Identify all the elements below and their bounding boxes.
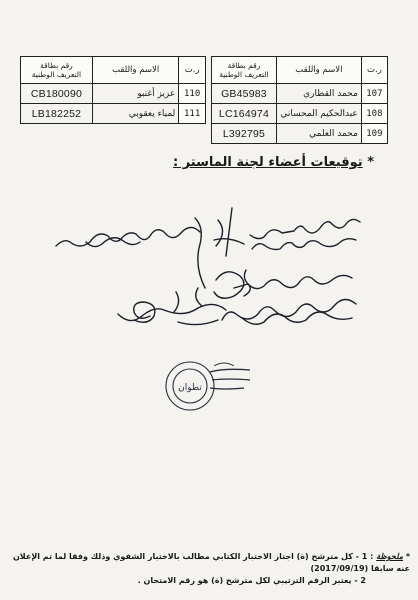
footnote-line-2: 2 - يعتبر الرقم الترتيبي لكل مترشح (ة) هو رقم الامتحان . [137, 576, 366, 585]
row-number: 111 [179, 104, 206, 124]
row-id: LB182252 [21, 104, 93, 124]
col-header-id-line2: التعريف الوطنية [219, 70, 269, 79]
footnote-label: ملحوظة [376, 552, 404, 561]
row-number: 110 [179, 84, 206, 104]
committee-signatures-heading [173, 155, 374, 170]
row-id: L392795 [212, 124, 277, 144]
col-header-id-line2: التعريف الوطنية [31, 70, 82, 79]
col-header-id-line1: رقم بطاقة [40, 61, 73, 70]
row-id: LC164974 [212, 104, 277, 124]
row-number: 108 [361, 104, 387, 124]
col-header-name: الاسم واللقب [276, 57, 361, 84]
table-header-row [21, 57, 206, 84]
official-stamp [150, 352, 260, 412]
signature-stroke [250, 219, 360, 238]
row-name: عبدالحكيم المحساني [276, 104, 361, 124]
row-number: 109 [361, 124, 387, 144]
col-header-id-line1: رقم بطاقة [227, 61, 261, 70]
table-row [212, 84, 388, 104]
footnote-star: * [405, 552, 410, 561]
stamp-text: تطوان [178, 383, 202, 393]
col-header-number: ر.ت [361, 57, 387, 84]
table-row [212, 104, 388, 124]
heading-text: توقيعات أعضاء لجنة الماستر : [172, 155, 363, 170]
table-row [21, 104, 206, 124]
col-header-number: ر.ت [179, 57, 206, 84]
candidates-table-right [211, 56, 388, 144]
footnote-line-1-text: : 1 - كل مترشح (ة) اجتاز الاختبار الكتابي مطالب بالاختبار الشفوي وذلك وفقا لما تم الإعلان عنه سابقا (2017/09/19) [12, 552, 410, 573]
candidates-table-left [20, 56, 206, 124]
row-id: GB45983 [212, 84, 277, 104]
handwritten-signatures [0, 200, 418, 350]
row-name: محمد العلمي [276, 124, 361, 144]
row-name: عزيز أغنبو [92, 84, 178, 104]
row-id: CB180090 [21, 84, 93, 104]
heading-star: * [367, 155, 374, 170]
footnote-line-1 [12, 551, 410, 575]
table-row [21, 84, 206, 104]
footnote [12, 551, 410, 587]
row-name: لمياء يعقوبي [92, 104, 178, 124]
table-header-row [212, 57, 388, 84]
col-header-id [212, 57, 277, 84]
row-number: 107 [361, 84, 387, 104]
row-name: محمد القطاري [276, 84, 361, 104]
col-header-id [21, 57, 93, 84]
col-header-name: الاسم واللقب [92, 57, 178, 84]
table-row [212, 124, 388, 144]
